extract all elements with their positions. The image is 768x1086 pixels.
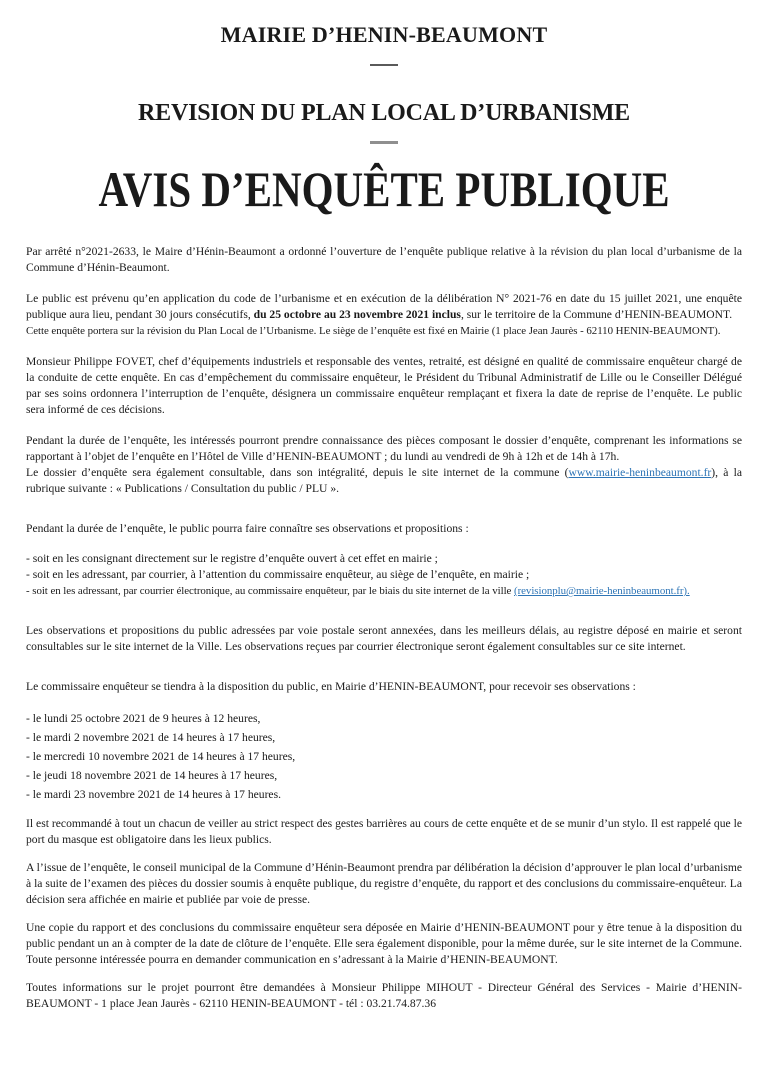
revision-plu-email-link[interactable]: (revisionplu@mairie-heninbeaumont.fr).: [514, 585, 690, 597]
paragraph-copie-rapport: Une copie du rapport et des conclusions du commissaire enquêteur sera déposée en Mairie d’HENIN-BEAUMONT pour y être tenue à la disposition du public pendant un an à compter de la date de clôture de l’enquête. Elle sera également disponible, pour la même durée, sur le site internet de la Commune. Toute personne intéressée pourra en demander communication en s’adressant à la Mairie d’HENIN-BEAUMONT.: [26, 921, 742, 966]
observations-options-list: [26, 551, 742, 599]
list-item: [26, 583, 742, 599]
list-item: - le mardi 2 novembre 2021 de 14 heures à 17 heures,: [26, 731, 276, 744]
paragraph-enquete-periode: [26, 291, 742, 339]
page-title: MAIRIE D’HENIN-BEAUMONT: [220, 22, 548, 47]
list-item: - le jeudi 18 novembre 2021 de 14 heures à 17 heures,: [26, 769, 278, 782]
paragraph-contact-infos: Toutes informations sur le projet pourront être demandées à Monsieur Philippe MIHOUT - Directeur Général des Services - Mairie d’HENIN-BEAUMONT - 1 place Jean Jaurès - 62110 HENIN-BEAUMONT - tél : 03.21.74.87.36: [26, 981, 742, 1010]
bold-date-range: du 25 octobre au 23 novembre 2021 inclus: [253, 308, 461, 321]
paragraph-commissaire: Monsieur Philippe FOVET, chef d’équipements industriels et responsable des ventes, retraité, est désigné en qualité de commissaire enquêteur chargé de la conduite de cette enquête. En cas d’empêchement du commissaire enquêteur, le Président du Tribunal Administratif de Lille ou le Conseiller Délégué par ses soins ordonnera l’interruption de l’enquête, désignera un commissaire enquêteur remplaçant et fixera la date de reprise de l’enquête. Le public sera informé de ces décisions.: [26, 355, 742, 416]
main-title: AVIS D’ENQUÊTE PUBLIQUE: [98, 161, 670, 217]
text-run-siege-enquete: Cette enquête portera sur la révision du Plan Local de l’Urbanisme. Le siège de l’enquête est fixé en Mairie (1 place Jean Jaurès - 62110 HENIN-BEAUMONT).: [26, 325, 721, 337]
list-item: - soit en les consignant directement sur le registre d’enquête ouvert à cet effet en mairie ;: [26, 552, 438, 565]
paragraph-issue-enquete: A l’issue de l’enquête, le conseil municipal de la Commune d’Hénin-Beaumont prendra par délibération la décision d’approuver le plan local d’urbanisme à la suite de l’examen des pièces du dossier soumis à enquête publique, du registre d’enquête, du rapport et des conclusions du commissaire-enquêteur. La décision sera affichée en mairie et publiée par voie de presse.: [26, 861, 742, 906]
permanences-dates-list: [26, 709, 742, 804]
text-run: Pendant la durée de l’enquête, les intéressés pourront prendre connaissance des pièces composant le dossier d’enquête, comprenant les informations se rapportant à l’objet de l’enquête en l’Hôtel de Ville d’HENIN-BEAUMONT ; du lundi au vendredi de 9h à 12h et de 14h à 17h.: [26, 434, 742, 463]
text-run: Le public est prévenu qu’en application du code de l’urbanisme et en exécution de la délibération N° 2021-76 en date du 15 juillet 2021, une enquête publique aura lieu, pendant 30 jours consécutifs,: [26, 292, 742, 321]
divider-top: [370, 64, 398, 66]
paragraph-gestes-barrieres: Il est recommandé à tout un chacun de veiller au strict respect des gestes barrières au cours de cette enquête et de se munir d’un stylo. Il est rappelé que le port du masque est obligatoire dans les lieux publics.: [26, 817, 742, 846]
paragraph-voie-postale: Les observations et propositions du public adressées par voie postale seront annexées, dans les meilleurs délais, au registre déposé en mairie et seront consultables sur le site internet de la Ville. Les observations reçues par courrier électronique seront également consultables sur ce site internet.: [26, 624, 742, 653]
divider-middle: [370, 141, 398, 144]
text-run: , sur le territoire de la Commune d’HENIN-BEAUMONT.: [460, 308, 733, 321]
list-item: - le lundi 25 octobre 2021 de 9 heures à 12 heures,: [26, 712, 261, 725]
text-run: - soit en les adressant, par courrier électronique, au commissaire enquêteur, par le biais du site internet de la ville: [26, 585, 514, 597]
paragraph-dossier: [26, 433, 742, 497]
list-item: - le mercredi 10 novembre 2021 de 14 heures à 17 heures,: [26, 750, 296, 763]
text-run: ), à la rubrique suivante : « Publications / Consultation du public / PLU ».: [26, 466, 742, 495]
subtitle: REVISION DU PLAN LOCAL D’URBANISME: [138, 100, 630, 126]
paragraph-observations-intro: Pendant la durée de l’enquête, le public pourra faire connaître ses observations et propositions :: [26, 522, 469, 535]
text-run: Le dossier d’enquête sera également consultable, dans son intégralité, depuis le site internet de la commune (: [26, 466, 569, 479]
list-item: - le mardi 23 novembre 2021 de 14 heures à 17 heures.: [26, 788, 281, 801]
commune-website-link[interactable]: www.mairie-heninbeaumont.fr: [568, 466, 712, 479]
paragraph-permanences-intro: Le commissaire enquêteur se tiendra à la disposition du public, en Mairie d’HENIN-BEAUMONT, pour recevoir ses observations :: [26, 680, 636, 693]
paragraph-arrete: Par arrêté n°2021-2633, le Maire d’Hénin-Beaumont a ordonné l’ouverture de l’enquête publique relative à la révision du plan local d’urbanisme de la Commune d’Hénin-Beaumont.: [26, 245, 742, 274]
list-item: - soit en les adressant, par courrier, à l’attention du commissaire enquêteur, au siège de l’enquête, en mairie ;: [26, 568, 530, 581]
